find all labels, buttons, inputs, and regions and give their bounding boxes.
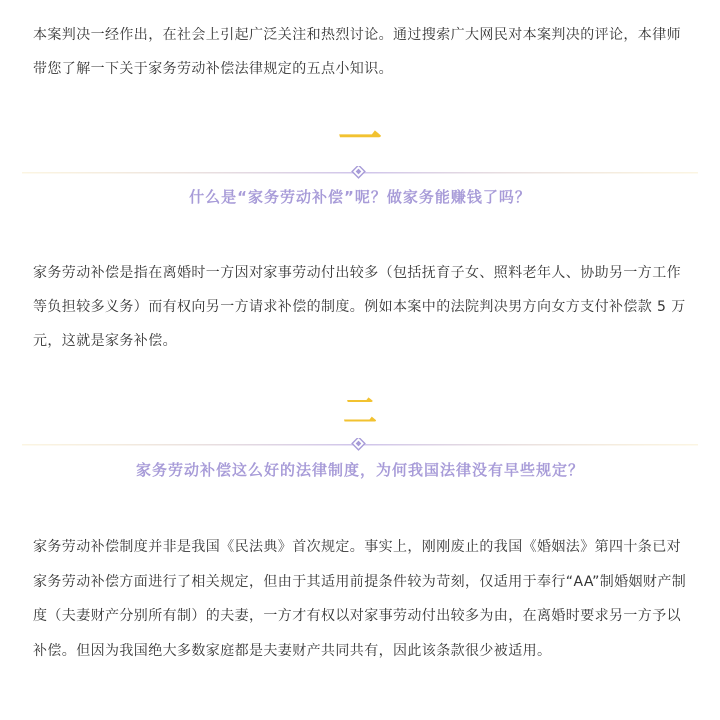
section-numeral: 一	[338, 114, 382, 165]
section-numeral: 二	[343, 392, 377, 432]
section-one-body: 家务劳动补偿是指在离婚时一方因对家事劳动付出较多（包括抚育子女、照料老年人、协助另一方工作等负担较多义务）而有权向另一方请求补偿的制度。例如本案中的法院判决男方向女方支付补偿款 5 万元，这就是家务补偿。	[33, 265, 686, 349]
section-two-body: 家务劳动补偿制度并非是我国《民法典》首次规定。事实上，刚刚废止的我国《婚姻法》第四十条已对家务劳动补偿方面进行了相关规定，但由于其适用前提条件较为苛刻，仅适用于奉行“AA”制婚姻财产制度（夫妻财产分别所有制）的夫妻，一方才有权以对家事劳动付出较多为由，在离婚时要求另一方予以补偿。但因为我国绝大多数家庭都是夫妻财产共同共有，因此该条款很少被适用。	[33, 539, 687, 659]
intro-paragraph: 本案判决一经作出，在社会上引起广泛关注和热烈讨论。通过搜索广大网民对本案判决的评论，本律师带您了解一下关于家务劳动补偿法律规定的五点小知识。	[33, 27, 681, 77]
section-divider	[22, 166, 698, 180]
section-divider	[22, 438, 698, 452]
diamond-icon	[352, 438, 365, 450]
section-heading: 什么是“家务劳动补偿”呢？做家务能赚钱了吗？	[189, 188, 531, 206]
section-heading: 家务劳动补偿这么好的法律制度，为何我国法律没有早些规定？	[135, 461, 584, 479]
diamond-icon	[352, 166, 365, 178]
